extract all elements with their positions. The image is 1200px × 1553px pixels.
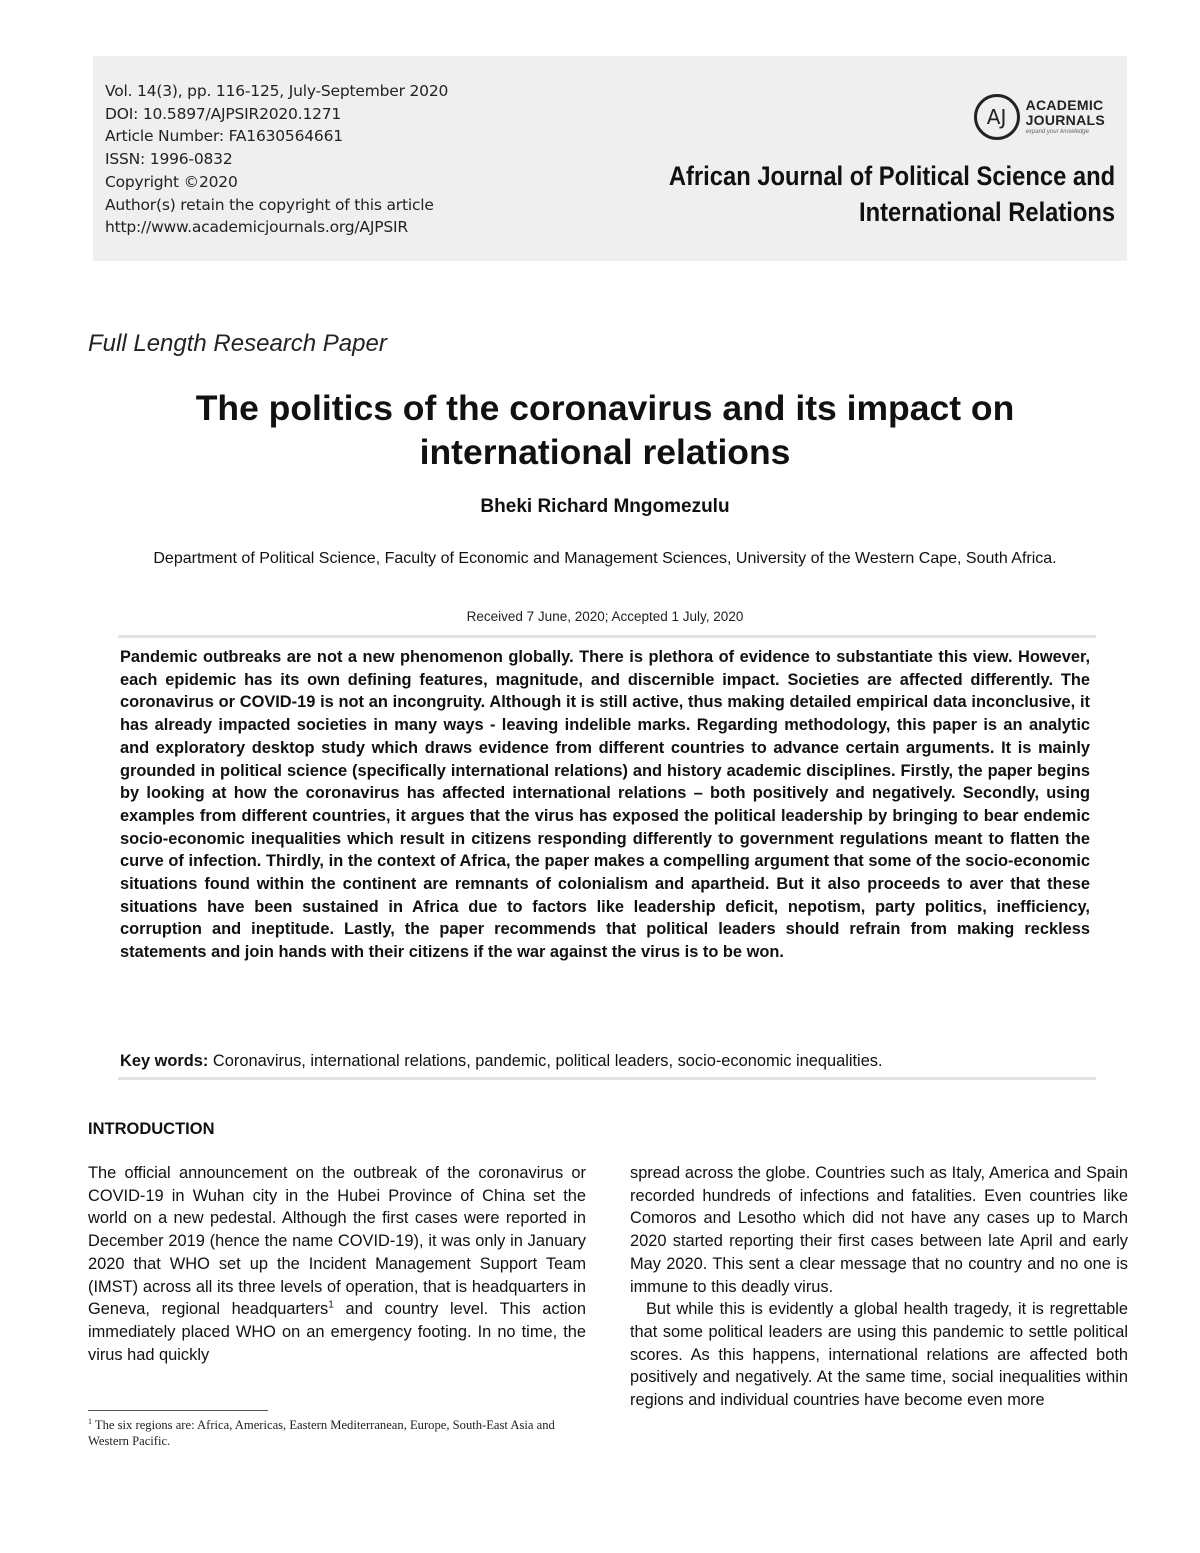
meta-article-number: Article Number: FA1630564661 — [105, 127, 343, 146]
intro-text-part-2: and country level. This action immediately placed WHO on an emergency footing. In no time, the virus had quickly — [88, 1300, 586, 1364]
abstract-bottom-rule — [118, 1077, 1096, 1080]
paper-title: The politics of the coronavirus and its impact on international relations — [195, 388, 1015, 472]
received-accepted-dates: Received 7 June, 2020; Accepted 1 July, 2020 — [466, 609, 744, 624]
keywords — [120, 1050, 1090, 1072]
footnote — [88, 1417, 586, 1449]
footnote-text: The six regions are: Africa, Americas, Eastern Mediterranean, Europe, South-East Asia and Western Pacific. — [88, 1418, 555, 1448]
intro-paragraph-1 — [88, 1162, 586, 1366]
journal-title-line-2: International Relations — [858, 197, 1115, 227]
logo-line-2: JOURNALS — [1025, 111, 1105, 128]
logo-tagline: expand your knowledge — [1025, 128, 1089, 135]
intro-paragraph-continued: spread across the globe. Countries such as Italy, America and Spain recorded hundreds of infections and fatalities. Even countries like Comoros and Lesotho which did not have any cases up to March 2020 started reporting their first cases between late April and early May 2020. This sent a clear message that no country and no one is immune to this deadly virus. — [630, 1164, 1128, 1296]
introduction-heading: INTRODUCTION — [88, 1120, 215, 1138]
abstract-top-rule — [118, 635, 1096, 638]
meta-volume: Vol. 14(3), pp. 116-125, July-September 2020 — [105, 82, 449, 100]
academic-journals-logo — [974, 94, 1105, 140]
footnote-rule — [88, 1410, 268, 1411]
abstract: Pandemic outbreaks are not a new phenomenon globally. There is plethora of evidence to substantiate this view. However, each epidemic has its own defining features, magnitude, and discernible impact. Societies are affected differently. The coronavirus or COVID-19 is not an incongruity. Although it is still active, thus making detailed empirical data inconclusive, it has already impacted societies in many ways - leaving indelible marks. Regarding methodology, this paper is an analytic and exploratory desktop study which draws evidence from different countries to advance certain arguments. It is mainly grounded in political science (specifically international relations) and history academic disciplines. Firstly, the paper begins by looking at how the coronavirus has affected international relations – both positively and negatively. Secondly, using examples from different countries, it argues that the virus has exposed the political leadership by bringing to bear endemic socio-economic inequalities which result in citizens responding differently to government regulations meant to flatten the curve of infection. Thirdly, in the context of Africa, the paper makes a compelling argument that some of the socio-economic situations found within the continent are remnants of colonialism and apartheid. But it also proceeds to aver that these situations have been sustained in Africa due to factors like leadership deficit, nepotism, party politics, inefficiency, corruption and ineptitude. Lastly, the paper recommends that political leaders should refrain from making reckless statements and join hands with their citizens if the war against the virus is to be won. — [120, 648, 1090, 962]
journal-title-line-1: African Journal of Political Science and — [668, 161, 1115, 191]
body-column-left — [88, 1162, 586, 1366]
intro-text-part-1: The official announcement on the outbreak of the coronavirus or COVID-19 in Wuhan city in the Hubei Province of China set the world on a new pedestal. Although the first cases were reported in December 2019 (hence the name COVID-19), it was only in January 2020 that WHO set up the Incident Management Support Team (IMST) across all its three levels of operation, that is headquarters in Geneva, regional headquarters — [88, 1164, 586, 1319]
body-column-right — [630, 1162, 1128, 1412]
journal-header — [93, 56, 1127, 261]
logo-line-1: ACADEMIC — [1025, 96, 1104, 113]
article-metadata — [105, 80, 448, 239]
paper-type: Full Length Research Paper — [88, 330, 387, 357]
meta-url[interactable]: http://www.academicjournals.org/AJPSIR — [105, 218, 408, 237]
meta-issn: ISSN: 1996-0832 — [105, 150, 233, 169]
intro-paragraph-2: But while this is evidently a global health tragedy, it is regrettable that some political leaders are using this pandemic to settle political scores. As this happens, international relations are affected both positively and negatively. At the same time, social inequalities within regions and individual countries have become even more — [630, 1300, 1128, 1410]
logo-wordmark — [1026, 98, 1105, 137]
keywords-label: Key words: — [120, 1052, 209, 1070]
aj-logo-icon: AJ — [974, 94, 1020, 140]
author-affiliation: Department of Political Science, Faculty of Economic and Management Sciences, University of the Western Cape, South Africa. — [153, 550, 1057, 567]
journal-title — [669, 158, 1115, 230]
keywords-list: Coronavirus, international relations, pandemic, political leaders, socio-economic inequalities. — [212, 1052, 883, 1070]
footnote-ref[interactable]: 1 — [328, 1299, 334, 1311]
meta-rights: Author(s) retain the copyright of this article — [105, 195, 434, 214]
meta-copyright: Copyright ©2020 — [105, 172, 238, 191]
footnote-marker: 1 — [88, 1416, 92, 1426]
author-name: Bheki Richard Mngomezulu — [480, 496, 730, 517]
meta-doi: DOI: 10.5897/AJPSIR2020.1271 — [105, 104, 342, 123]
